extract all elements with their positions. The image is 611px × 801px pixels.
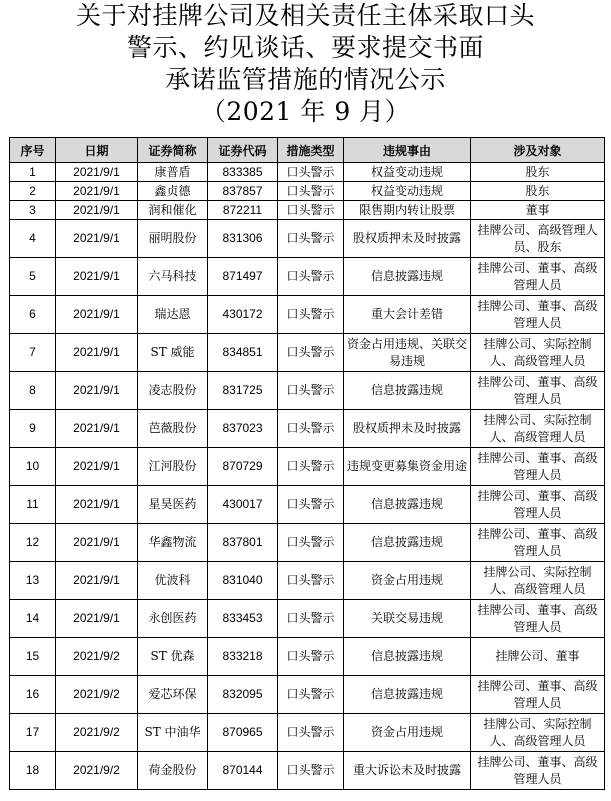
row-seq: 15: [10, 638, 56, 676]
row-date: 2021/9/1: [56, 524, 138, 562]
row-date: 2021/9/2: [56, 638, 138, 676]
table-row: [10, 163, 605, 182]
row-date: 2021/9/1: [56, 600, 138, 638]
row-violation-reason: 信息披露违规: [344, 676, 471, 714]
row-security-name: 芭薇股份: [138, 410, 208, 448]
row-security-name: 丽明股份: [138, 220, 208, 258]
row-security-code: 430172: [208, 296, 278, 334]
row-security-name: 康普盾: [138, 163, 208, 182]
row-involved-parties: 董事: [471, 201, 605, 220]
row-violation-reason: 重大会计差错: [344, 296, 471, 334]
row-measure-type: 口头警示: [278, 410, 344, 448]
row-seq: 8: [10, 372, 56, 410]
row-measure-type: 口头警示: [278, 296, 344, 334]
row-involved-parties: 挂牌公司、董事、高级管理人员: [471, 486, 605, 524]
row-security-code: 872211: [208, 201, 278, 220]
row-violation-reason: 权益变动违规: [344, 163, 471, 182]
row-security-code: 870144: [208, 752, 278, 790]
row-date: 2021/9/1: [56, 296, 138, 334]
table-row: [10, 334, 605, 372]
row-involved-parties: 挂牌公司、董事、高级管理人员: [471, 448, 605, 486]
row-security-code: 831725: [208, 372, 278, 410]
title-line-1: 关于对挂牌公司及相关责任主体采取口头: [75, 1, 535, 30]
row-date: 2021/9/1: [56, 372, 138, 410]
row-date: 2021/9/1: [56, 410, 138, 448]
row-measure-type: 口头警示: [278, 714, 344, 752]
row-involved-parties: 股东: [471, 182, 605, 201]
row-security-code: 833385: [208, 163, 278, 182]
row-security-name: 凌志股份: [138, 372, 208, 410]
table-row: [10, 372, 605, 410]
row-violation-reason: 信息披露违规: [344, 524, 471, 562]
row-violation-reason: 限售期内转让股票: [344, 201, 471, 220]
row-seq: 1: [10, 163, 56, 182]
row-security-name: 星昊医药: [138, 486, 208, 524]
row-involved-parties: 挂牌公司、实际控制人、高级管理人员: [471, 334, 605, 372]
row-violation-reason: 资金占用违规、关联交易违规: [344, 334, 471, 372]
row-date: 2021/9/2: [56, 714, 138, 752]
table-row: [10, 562, 605, 600]
row-violation-reason: 资金占用违规: [344, 714, 471, 752]
row-seq: 3: [10, 201, 56, 220]
row-security-code: 837023: [208, 410, 278, 448]
row-violation-reason: 重大诉讼未及时披露: [344, 752, 471, 790]
row-security-name: 华鑫物流: [138, 524, 208, 562]
table-row: [10, 258, 605, 296]
row-security-name: 鑫贞德: [138, 182, 208, 201]
row-date: 2021/9/1: [56, 182, 138, 201]
header-security-code: 证券代码: [208, 138, 278, 163]
disciplinary-table: [9, 137, 605, 790]
header-violation-reason: 违规事由: [344, 138, 471, 163]
row-measure-type: 口头警示: [278, 163, 344, 182]
row-involved-parties: 挂牌公司、董事、高级管理人员: [471, 296, 605, 334]
row-security-name: 江河股份: [138, 448, 208, 486]
row-date: 2021/9/1: [56, 220, 138, 258]
row-date: 2021/9/1: [56, 163, 138, 182]
row-security-name: 爱芯环保: [138, 676, 208, 714]
row-date: 2021/9/1: [56, 562, 138, 600]
row-date: 2021/9/2: [56, 752, 138, 790]
header-seq: 序号: [10, 138, 56, 163]
table-row: [10, 486, 605, 524]
row-security-code: 871497: [208, 258, 278, 296]
row-seq: 10: [10, 448, 56, 486]
row-measure-type: 口头警示: [278, 524, 344, 562]
row-security-code: 832095: [208, 676, 278, 714]
row-seq: 16: [10, 676, 56, 714]
table-row: [10, 600, 605, 638]
row-date: 2021/9/1: [56, 258, 138, 296]
title-line-3: 承诺监管措施的情况公示: [165, 65, 446, 94]
row-violation-reason: 股权质押未及时披露: [344, 410, 471, 448]
row-involved-parties: 挂牌公司、董事、高级管理人员: [471, 524, 605, 562]
row-seq: 2: [10, 182, 56, 201]
row-seq: 14: [10, 600, 56, 638]
table-body: [10, 163, 605, 790]
row-measure-type: 口头警示: [278, 448, 344, 486]
row-measure-type: 口头警示: [278, 372, 344, 410]
row-measure-type: 口头警示: [278, 486, 344, 524]
table-row: [10, 201, 605, 220]
row-date: 2021/9/1: [56, 201, 138, 220]
table-row: [10, 448, 605, 486]
row-date: 2021/9/2: [56, 676, 138, 714]
row-seq: 13: [10, 562, 56, 600]
table-row: [10, 752, 605, 790]
page-title: [0, 0, 611, 128]
title-line-2: 警示、约见谈话、要求提交书面: [126, 33, 484, 62]
row-seq: 5: [10, 258, 56, 296]
row-involved-parties: 挂牌公司、董事、高级管理人员: [471, 372, 605, 410]
row-violation-reason: 资金占用违规: [344, 562, 471, 600]
row-violation-reason: 股权质押未及时披露: [344, 220, 471, 258]
row-involved-parties: 挂牌公司、实际控制人、高级管理人员: [471, 562, 605, 600]
row-seq: 9: [10, 410, 56, 448]
row-measure-type: 口头警示: [278, 182, 344, 201]
row-security-name: ST 威能: [138, 334, 208, 372]
title-line-4: （2021 年 9 月）: [200, 97, 411, 126]
row-involved-parties: 挂牌公司、董事、高级管理人员: [471, 752, 605, 790]
row-measure-type: 口头警示: [278, 562, 344, 600]
row-security-code: 837857: [208, 182, 278, 201]
row-violation-reason: 信息披露违规: [344, 486, 471, 524]
row-involved-parties: 挂牌公司、董事: [471, 638, 605, 676]
row-violation-reason: 信息披露违规: [344, 638, 471, 676]
table-row: [10, 296, 605, 334]
row-security-code: 833218: [208, 638, 278, 676]
table-row: [10, 638, 605, 676]
row-involved-parties: 挂牌公司、董事、高级管理人员: [471, 600, 605, 638]
table-row: [10, 714, 605, 752]
row-measure-type: 口头警示: [278, 752, 344, 790]
row-involved-parties: 挂牌公司、实际控制人、高级管理人员: [471, 410, 605, 448]
row-security-name: 润和催化: [138, 201, 208, 220]
row-involved-parties: 挂牌公司、实际控制人、高级管理人员: [471, 714, 605, 752]
row-date: 2021/9/1: [56, 334, 138, 372]
row-seq: 17: [10, 714, 56, 752]
row-violation-reason: 权益变动违规: [344, 182, 471, 201]
row-date: 2021/9/1: [56, 448, 138, 486]
row-violation-reason: 信息披露违规: [344, 372, 471, 410]
row-security-code: 837801: [208, 524, 278, 562]
table-row: [10, 676, 605, 714]
row-measure-type: 口头警示: [278, 334, 344, 372]
row-violation-reason: 信息披露违规: [344, 258, 471, 296]
header-measure-type: 措施类型: [278, 138, 344, 163]
table-row: [10, 220, 605, 258]
row-seq: 18: [10, 752, 56, 790]
row-security-name: 永创医药: [138, 600, 208, 638]
table-row: [10, 182, 605, 201]
row-involved-parties: 挂牌公司、高级管理人员、股东: [471, 220, 605, 258]
row-measure-type: 口头警示: [278, 676, 344, 714]
row-date: 2021/9/1: [56, 486, 138, 524]
row-violation-reason: 关联交易违规: [344, 600, 471, 638]
row-security-code: 833453: [208, 600, 278, 638]
row-involved-parties: 挂牌公司、董事、高级管理人员: [471, 258, 605, 296]
row-security-code: 870965: [208, 714, 278, 752]
header-date: 日期: [56, 138, 138, 163]
row-security-code: 834851: [208, 334, 278, 372]
header-involved-parties: 涉及对象: [471, 138, 605, 163]
row-security-name: 荷金股份: [138, 752, 208, 790]
row-measure-type: 口头警示: [278, 220, 344, 258]
row-seq: 7: [10, 334, 56, 372]
row-security-code: 870729: [208, 448, 278, 486]
row-seq: 12: [10, 524, 56, 562]
row-security-code: 430017: [208, 486, 278, 524]
row-security-name: 优波科: [138, 562, 208, 600]
table-header-row: [10, 138, 605, 163]
table-row: [10, 524, 605, 562]
row-seq: 11: [10, 486, 56, 524]
row-security-name: 瑞达恩: [138, 296, 208, 334]
row-seq: 6: [10, 296, 56, 334]
row-security-name: 六马科技: [138, 258, 208, 296]
row-seq: 4: [10, 220, 56, 258]
row-measure-type: 口头警示: [278, 258, 344, 296]
row-security-name: ST 优森: [138, 638, 208, 676]
row-violation-reason: 违规变更募集资金用途: [344, 448, 471, 486]
row-measure-type: 口头警示: [278, 201, 344, 220]
row-security-code: 831306: [208, 220, 278, 258]
row-measure-type: 口头警示: [278, 638, 344, 676]
row-involved-parties: 挂牌公司、董事、高级管理人员: [471, 676, 605, 714]
table-row: [10, 410, 605, 448]
header-security-name: 证券简称: [138, 138, 208, 163]
row-involved-parties: 股东: [471, 163, 605, 182]
row-security-name: ST 中油华: [138, 714, 208, 752]
row-measure-type: 口头警示: [278, 600, 344, 638]
row-security-code: 831040: [208, 562, 278, 600]
